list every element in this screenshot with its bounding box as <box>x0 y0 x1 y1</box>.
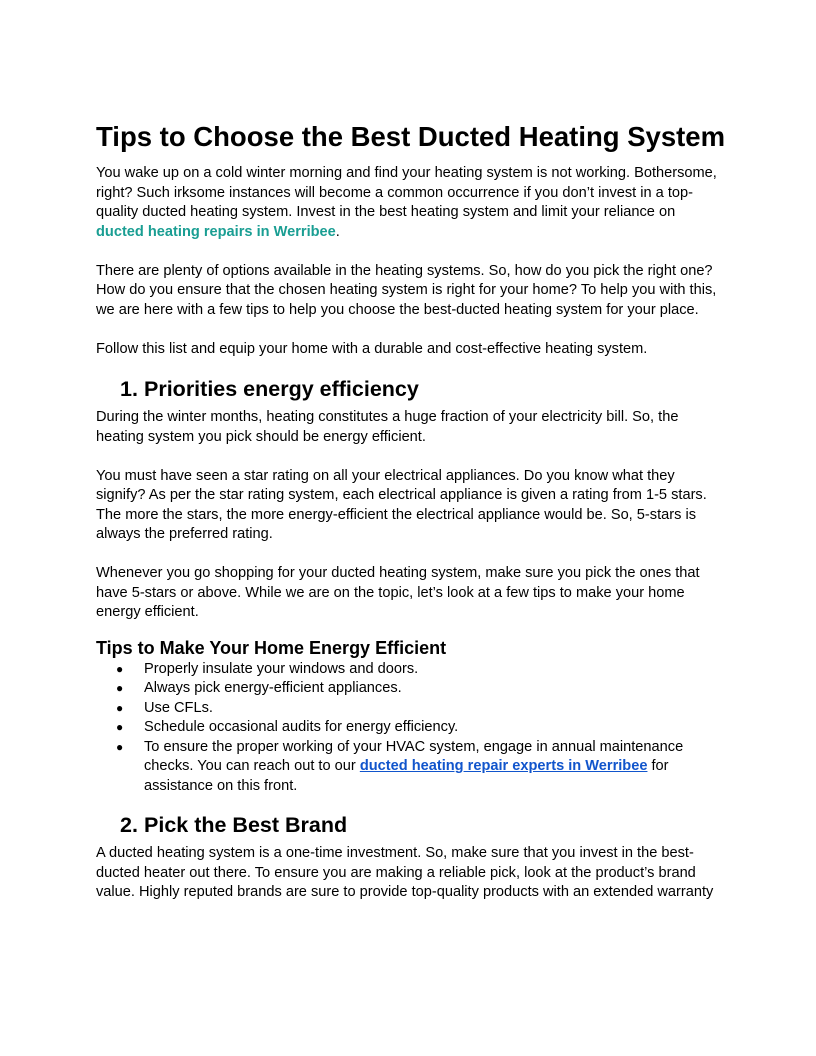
section-1-paragraph-3: Whenever you go shopping for your ducted heating system, make sure you pick the ones that have 5-stars or above. While we are on the topic, let’s look at a few tips to make your home energy efficient. <box>96 565 700 620</box>
document-page <box>96 120 726 903</box>
list-item: ● Always pick energy-efficient appliances. <box>96 679 726 699</box>
intro-paragraph-1-end: . <box>335 223 340 240</box>
bullet-icon: ● <box>116 661 124 676</box>
section-1-number: 1. <box>120 377 138 401</box>
bullet-icon: ● <box>116 720 124 734</box>
intro-paragraph-1 <box>96 164 726 242</box>
section-1-heading <box>96 376 726 402</box>
list-item: ● To ensure the proper working of your HVAC system, engage in annual maintenance checks. You can reach out to our ducted heating repair experts in Werribee for assistance on this front. <box>116 738 684 794</box>
section-2-heading <box>96 812 726 838</box>
intro-paragraph-1-text: You wake up on a cold winter morning and find your heating system is not working. Bothersome, right? Such irksome instances will become a common occurrence if you don’t invest in a top-quality ducted heating system. Invest in the best heating system and limit your reliance on <box>96 165 717 220</box>
bullet-icon: ● <box>116 681 124 695</box>
tips-list <box>96 660 726 797</box>
tips-heading: Tips to Make Your Home Energy Efficient <box>96 637 447 658</box>
section-1-paragraph-2: You must have seen a star rating on all your electrical appliances. Do you know what they signify? As per the star rating system, each electrical appliance is given a rating from 1-5 stars. The more the stars, the more energy-efficient the electrical appliance would be. So, 5-stars is always the preferred rating. <box>96 467 707 542</box>
section-1-paragraph-1: During the winter months, heating constitutes a huge fraction of your electricity bill. So, the heating system you pick should be energy efficient. <box>96 409 679 445</box>
bullet-icon: ● <box>116 739 124 754</box>
bullet-icon: ● <box>116 700 124 715</box>
ducted-heating-repairs-link[interactable]: ducted heating repairs in Werribee <box>96 223 336 240</box>
list-item: ● Schedule occasional audits for energy efficiency. <box>96 718 726 738</box>
list-item: ● Use CFLs. <box>96 699 726 719</box>
list-item: ● Properly insulate your windows and doors. <box>96 660 726 680</box>
section-2-paragraph-1: A ducted heating system is a one-time investment. So, make sure that you invest in the best-ducted heater out there. To ensure you are making a reliable pick, look at the product’s brand value. Highly reputed brands are sure to provide top-quality products with an extended warranty <box>96 845 714 900</box>
intro-paragraph-3: Follow this list and equip your home with a durable and cost-effective heating system. <box>96 340 648 357</box>
page-title: Tips to Choose the Best Ducted Heating System <box>96 121 726 152</box>
intro-paragraph-2: There are plenty of options available in the heating systems. So, how do you pick the right one? How do you ensure that the chosen heating system is right for your home? To help you with this, we are here with a few tips to help you choose the best-ducted heating system for your place. <box>96 262 717 318</box>
ducted-heating-repair-experts-link[interactable]: ducted heating repair experts in Werribee <box>359 758 648 774</box>
section-1-title: Priorities energy efficiency <box>144 377 419 401</box>
section-2-title: Pick the Best Brand <box>144 813 348 837</box>
section-2-number: 2. <box>120 813 138 837</box>
